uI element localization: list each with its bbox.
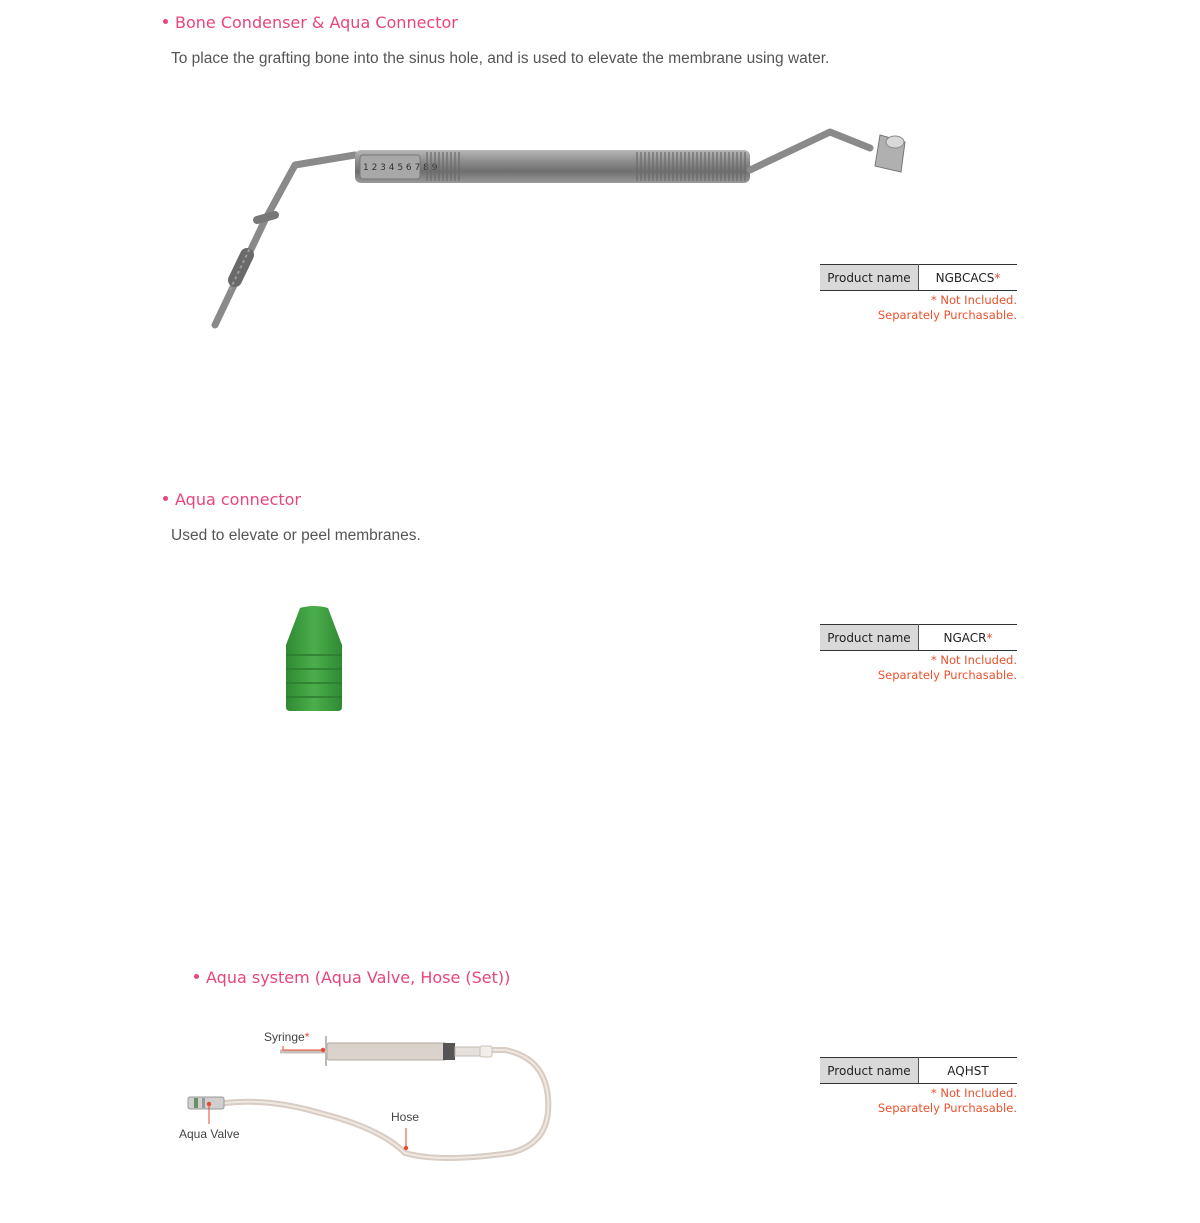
section-title-aqua-system bbox=[194, 968, 510, 987]
section-title-text: Aqua connector bbox=[175, 490, 301, 509]
section-title-text: Bone Condenser & Aqua Connector bbox=[175, 13, 458, 32]
product-code-cell bbox=[919, 1058, 1018, 1084]
product-name-table bbox=[820, 1057, 1017, 1084]
section-title-bone-condenser bbox=[163, 13, 458, 32]
product-code-cell bbox=[919, 625, 1018, 651]
not-included-note bbox=[820, 653, 1017, 683]
product-code: NGACR bbox=[943, 630, 987, 645]
section-title-text: Aqua system (Aqua Valve, Hose (Set)) bbox=[206, 968, 511, 987]
product-code-star: * bbox=[994, 270, 1001, 285]
product-code-cell bbox=[919, 265, 1018, 291]
product-code: NGBCACS bbox=[935, 270, 995, 285]
not-included-note bbox=[820, 1086, 1017, 1116]
hose-label: Hose bbox=[391, 1110, 420, 1124]
product-table-ngacr bbox=[820, 624, 1017, 683]
not-included-note bbox=[820, 293, 1017, 323]
bullet-icon bbox=[194, 974, 199, 979]
product-code-star: * bbox=[986, 630, 993, 645]
bone-condenser-image bbox=[205, 120, 915, 335]
product-table-aqhst bbox=[820, 1057, 1017, 1116]
section-description: Used to elevate or peel membranes. bbox=[171, 527, 421, 544]
note-line-1: * Not Included. bbox=[930, 653, 1017, 667]
note-line-2: Separately Purchasable. bbox=[877, 1101, 1017, 1115]
scale-marks: 1 2 3 4 5 6 7 8 9 bbox=[363, 163, 438, 173]
syringe-label-star: * bbox=[304, 1030, 310, 1044]
product-code: AQHST bbox=[947, 1063, 989, 1078]
product-name-label: Product name bbox=[820, 265, 919, 291]
section-title-aqua-connector bbox=[163, 490, 301, 509]
product-name-label: Product name bbox=[820, 625, 919, 651]
section-description: To place the grafting bone into the sinus hole, and is used to elevate the membrane using water. bbox=[171, 50, 830, 67]
aqua-connector-image bbox=[282, 605, 346, 715]
note-line-1: * Not Included. bbox=[930, 293, 1017, 307]
aqua-valve-label: Aqua Valve bbox=[179, 1127, 240, 1141]
bullet-icon bbox=[163, 496, 168, 501]
syringe-label bbox=[264, 1030, 309, 1044]
aqua-system-image bbox=[180, 1028, 560, 1168]
product-name-label: Product name bbox=[820, 1058, 919, 1084]
product-table-ngbcacs bbox=[820, 264, 1017, 323]
bullet-icon bbox=[163, 19, 168, 24]
note-line-1: * Not Included. bbox=[930, 1086, 1017, 1100]
product-name-table bbox=[820, 264, 1017, 291]
syringe-label-text: Syringe bbox=[264, 1030, 305, 1044]
note-line-2: Separately Purchasable. bbox=[877, 308, 1017, 322]
product-name-table bbox=[820, 624, 1017, 651]
note-line-2: Separately Purchasable. bbox=[877, 668, 1017, 682]
